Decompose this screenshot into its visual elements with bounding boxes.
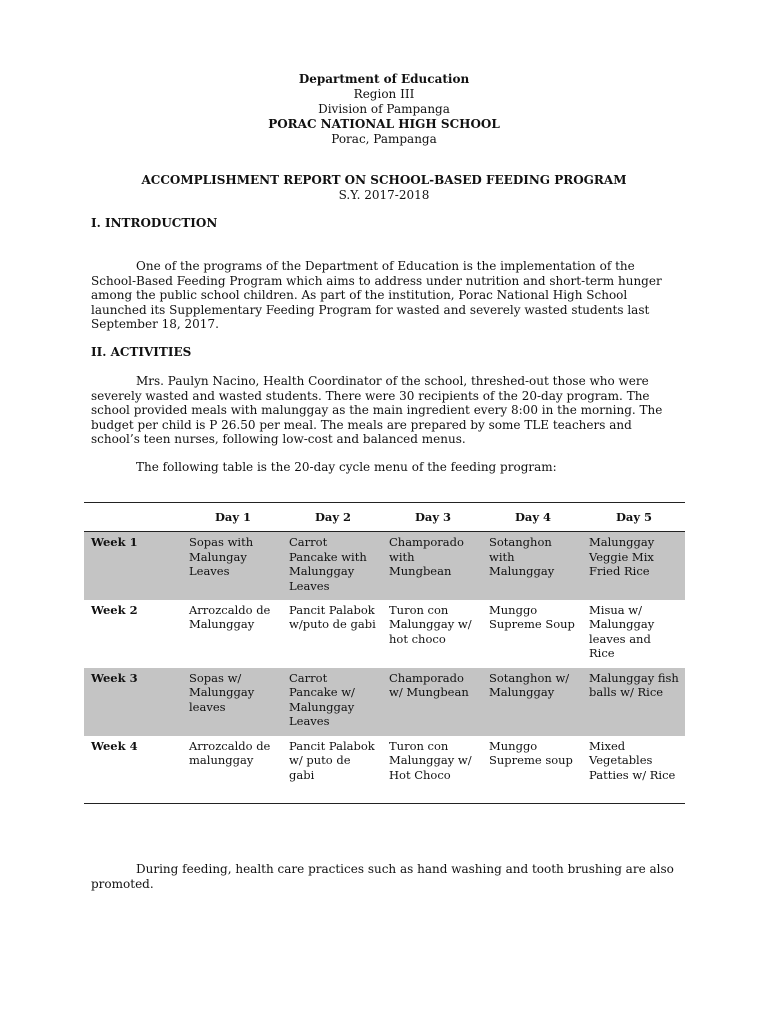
menu-cell: Sotanghon with Malunggay — [483, 532, 583, 600]
table-row-week-4 — [84, 736, 685, 804]
division-name: Division of Pampanga — [318, 102, 450, 116]
week-label: Week 2 — [91, 602, 138, 617]
menu-cell: Malunggay Veggie Mix Fried Rice — [583, 532, 685, 600]
menu-cell: Carrot Pancake w/ Malunggay Leaves — [283, 668, 383, 736]
menu-cell: Sopas w/ Malunggay leaves — [183, 668, 283, 736]
region-name: Region III — [353, 87, 415, 101]
menu-cell: Carrot Pancake with Malunggay Leaves — [283, 532, 383, 600]
school-year: S.Y. 2017-2018 — [338, 188, 430, 202]
week-label: Week 4 — [91, 738, 138, 753]
menu-cell: Malunggay fish balls w/ Rice — [583, 668, 685, 736]
menu-cell: Mixed Vegetables Patties w/ Rice — [589, 738, 676, 782]
school-location: Porac, Pampanga — [331, 132, 437, 146]
activities-paragraph: Mrs. Paulyn Nacino, Health Coordinator of the school, threshed-out those who were severely wasted and wasted students. There were 30 recipients of the 20-day program. The school provided meals with malunggay as the main ingredient every 8:00 in the morning. The budget per child is P 26.50 per meal. The meals are prepared by some TLE teachers and school’s teen nurses, following low-cost and balanced menus. — [91, 374, 663, 446]
header-day-5: Day 5 — [583, 503, 685, 532]
menu-cell: Sopas with Malungay Leaves — [183, 532, 283, 600]
week-label: Week 1 — [84, 532, 183, 600]
menu-cell: Sotanghon w/ Malunggay — [483, 668, 583, 736]
letterhead — [0, 72, 768, 147]
header-day-1: Day 1 — [183, 503, 283, 532]
menu-cell: Misua w/ Malunggay leaves and Rice — [589, 602, 655, 660]
report-title-block — [0, 173, 768, 203]
activities-heading: II. ACTIVITIES — [91, 345, 192, 359]
week-label: Week 3 — [84, 668, 183, 736]
table-header-row — [84, 503, 685, 532]
department-name: Department of Education — [298, 72, 470, 86]
menu-cell: Munggo Supreme soup — [489, 738, 573, 767]
header-day-2: Day 2 — [283, 503, 383, 532]
introduction-paragraph: One of the programs of the Department of Education is the implementation of the School-Based Feeding Program which aims to address under nutrition and short-term hunger among the public school children. As part of the institution, Porac National High School launched its Supplementary Feeding Program for wasted and severely wasted students last September 18, 2017. — [91, 259, 662, 331]
menu-cell: Turon con Malunggay w/ Hot Choco — [389, 738, 472, 782]
menu-cell: Champorado w/ Mungbean — [383, 668, 483, 736]
header-day-3: Day 3 — [383, 503, 483, 532]
table-row-week-2 — [84, 600, 685, 668]
menu-cell: Arrozcaldo de malunggay — [189, 738, 271, 767]
menu-cell: Turon con Malunggay w/ hot choco — [389, 602, 472, 646]
menu-cell: Munggo Supreme Soup — [489, 602, 575, 631]
menu-cell: Pancit Palabok w/ puto de gabi — [289, 738, 375, 782]
menu-cell: Pancit Palabok w/puto de gabi — [289, 602, 376, 631]
header-blank — [84, 503, 183, 532]
table-row-week-3 — [84, 668, 685, 736]
table-intro-paragraph: The following table is the 20-day cycle menu of the feeding program: — [136, 460, 557, 474]
closing-paragraph: During feeding, health care practices such as hand washing and tooth brushing are also promoted. — [91, 862, 674, 891]
introduction-heading: I. INTRODUCTION — [91, 216, 218, 230]
menu-cell: Arrozcaldo de Malunggay — [189, 602, 271, 631]
header-day-4: Day 4 — [483, 503, 583, 532]
menu-cell: Champorado with Mungbean — [383, 532, 483, 600]
table-row-week-1 — [84, 532, 685, 600]
feeding-menu-table — [84, 502, 685, 804]
report-title: ACCOMPLISHMENT REPORT ON SCHOOL-BASED FEEDING PROGRAM — [141, 173, 627, 187]
school-name: PORAC NATIONAL HIGH SCHOOL — [268, 117, 500, 131]
